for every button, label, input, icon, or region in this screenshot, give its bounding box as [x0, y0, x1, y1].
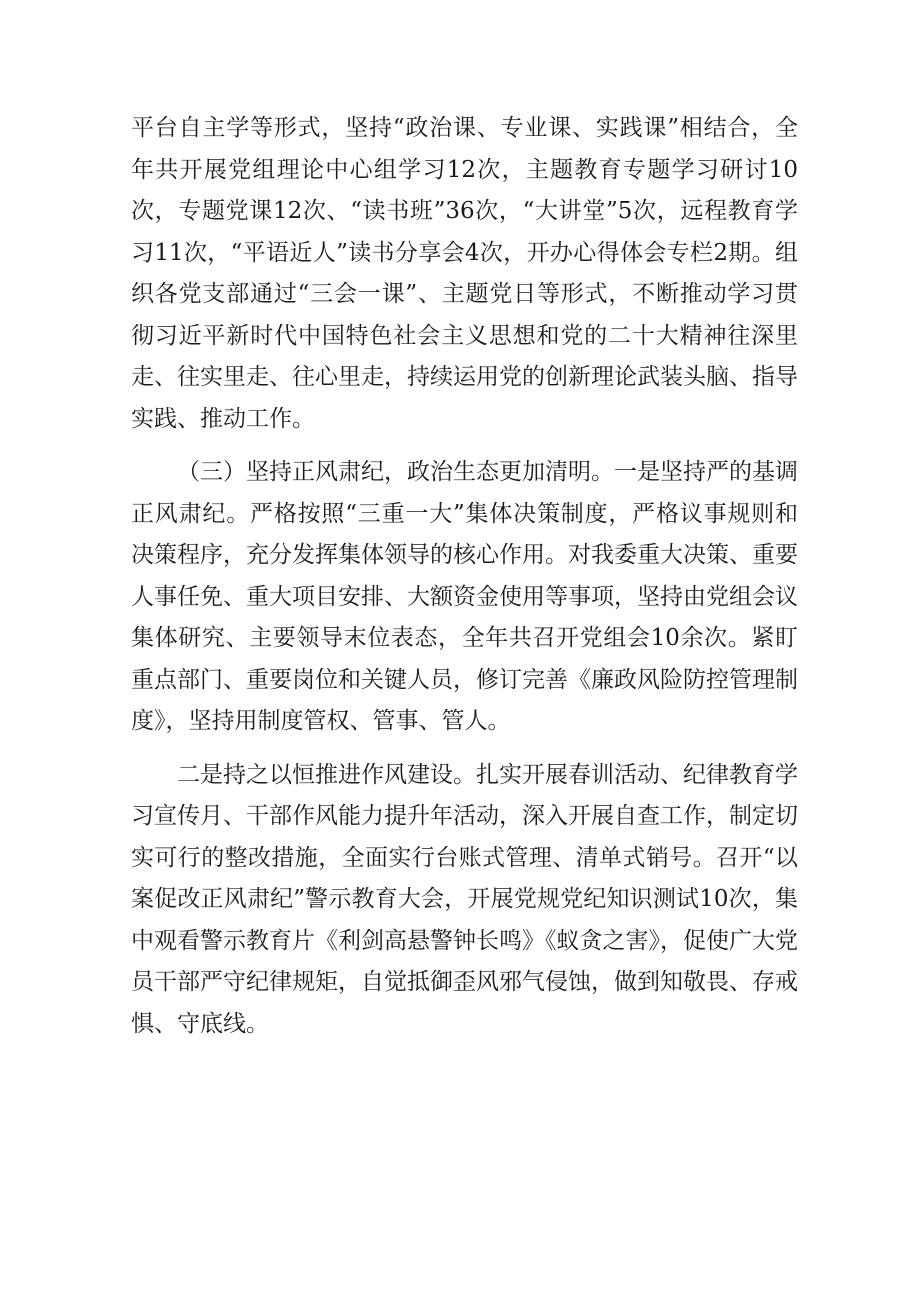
paragraph-work-style-construction: 二是持之以恒推进作风建设。扎实开展春训活动、纪律教育学习宣传月、干部作风能力提升年活动，深入开展自查工作，制定切实可行的整改措施，全面实行台账式管理、清单式销号。召开“以案促改正风肃纪”警示教育大会，开展党规党纪知识测试10次，集中观看警示教育片《利剑高悬警钟长鸣》《蚁贪之害》，促使广大党员干部严守纪律规矩，自觉抵御歪风邪气侵蚀，做到知敬畏、存戒惧、守底线。 — [131, 761, 798, 1037]
document-body — [131, 108, 798, 1045]
paragraph-study-activities: 平台自主学等形式，坚持“政治课、专业课、实践课”相结合，全年共开展党组理论中心组学习12次，主题教育专题学习研讨10次，专题党课12次、“读书班”36次，“大讲堂”5次，远程教育学习11次，“平语近人”读书分享会4次，开办心得体会专栏2期。组织各党支部通过“三会一课”、主题党日等形式，不断推动学习贯彻习近平新时代中国特色社会主义思想和党的二十大精神往深里走、往实里走、往心里走，持续运用党的创新理论武装头脑、指导实践、推动工作。 — [131, 115, 798, 432]
paragraph-discipline-section-three: （三）坚持正风肃纪，政治生态更加清明。一是坚持严的基调正风肃纪。严格按照“三重一大”集体决策制度，严格议事规则和决策程序，充分发挥集体领导的核心作用。对我委重大决策、重要人事任免、重大项目安排、大额资金使用等事项，坚持由党组会议集体研究、主要领导末位表态，全年共召开党组会10余次。紧盯重点部门、重要岗位和关键人员，修订完善《廉政风险防控管理制度》，坚持用制度管权、管事、管人。 — [131, 459, 798, 734]
